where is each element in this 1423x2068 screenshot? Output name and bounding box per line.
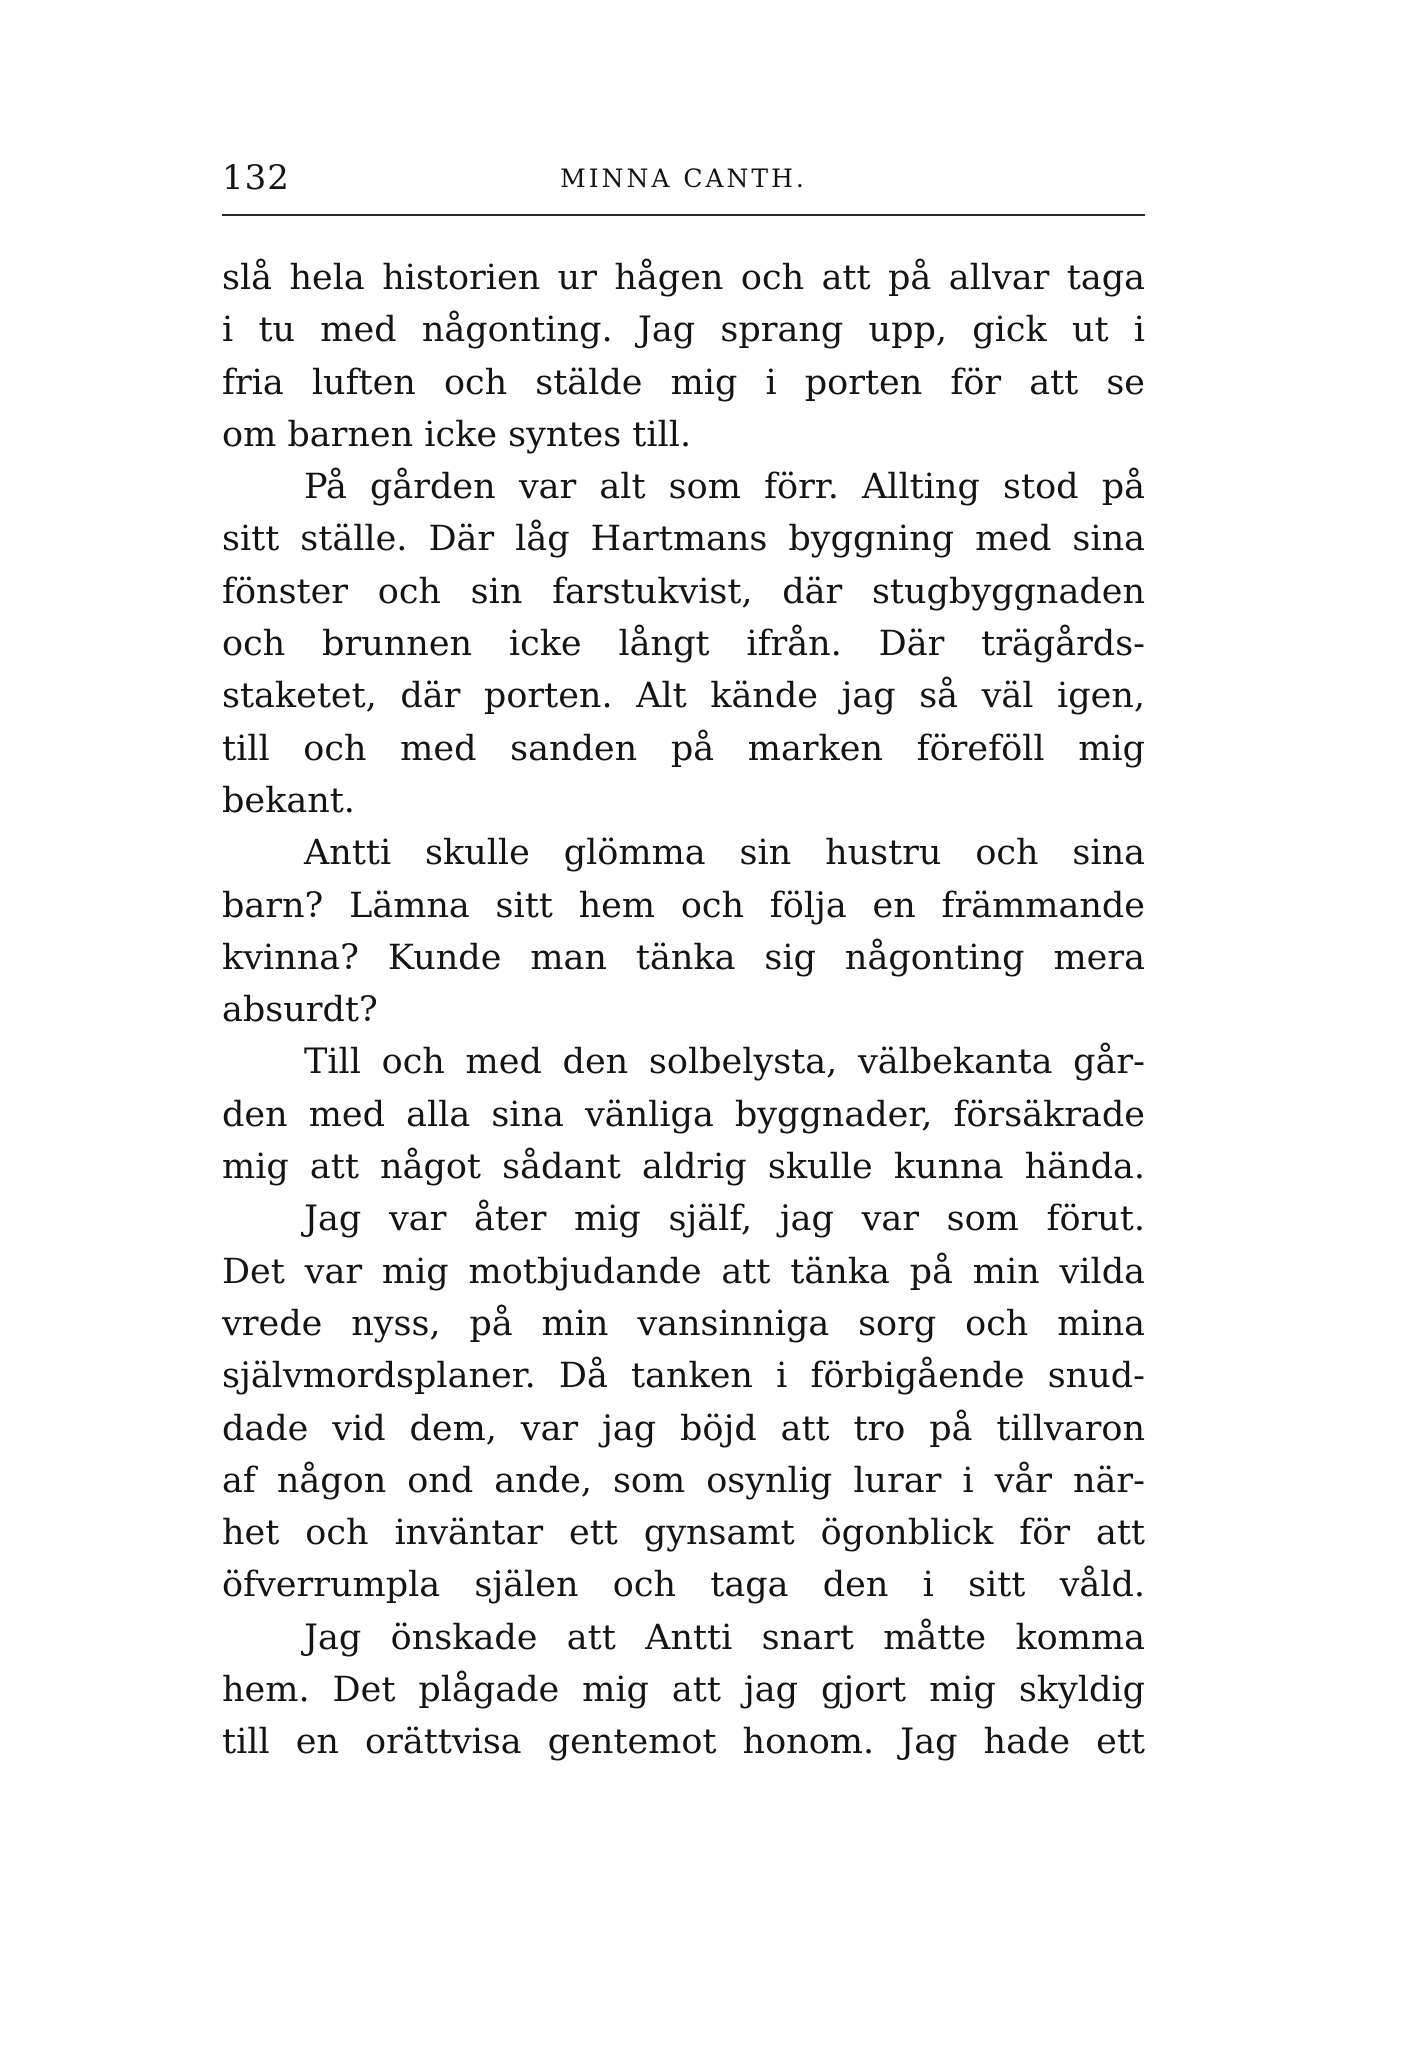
text-line: staketet, där porten. Alt kände jag så väl igen, (222, 676, 1145, 717)
paragraph (222, 1612, 1145, 1769)
text-line: och brunnen icke långt ifrån. Där trägårds- (222, 624, 1145, 665)
paragraph (222, 1036, 1145, 1193)
text-line: af någon ond ande, som osynlig lurar i vår när- (222, 1460, 1145, 1501)
text-line: Antti skulle glömma sin hustru och sina (304, 833, 1145, 874)
text-line: till och med sanden på marken föreföll mig (222, 728, 1145, 769)
text-line: dade vid dem, var jag böjd att tro på tillvaron (222, 1408, 1145, 1449)
text-line: fönster och sin farstukvist, där stugbyggnaden (222, 571, 1145, 612)
page-number: 132 (222, 158, 290, 198)
text-line: Jag var åter mig själf, jag var som förut. (304, 1199, 1145, 1240)
paragraph (222, 1193, 1145, 1611)
text-line: hem. Det plågade mig att jag gjort mig skyldig (222, 1670, 1145, 1711)
text-line: absurdt? (222, 990, 378, 1031)
text-line: den med alla sina vänliga byggnader, försäkrade (222, 1094, 1145, 1135)
paragraph (222, 827, 1145, 1036)
header-rule (222, 214, 1145, 216)
text-line: öfverrumpla själen och taga den i sitt våld. (222, 1565, 1145, 1606)
text-line: kvinna? Kunde man tänka sig någonting mera (222, 937, 1145, 978)
running-title: MINNA CANTH. (560, 164, 807, 193)
text-line: Det var mig motbjudande att tänka på min vilda (222, 1251, 1145, 1292)
text-line: Jag önskade att Antti snart måtte komma (304, 1617, 1145, 1658)
text-line: sitt ställe. Där låg Hartmans byggning med sina (222, 519, 1145, 560)
text-line: het och inväntar ett gynsamt ögonblick för att (222, 1513, 1145, 1554)
text-line: barn? Lämna sitt hem och följa en främmande (222, 885, 1145, 926)
body-text (222, 252, 1145, 1769)
text-line: till en orättvisa gentemot honom. Jag hade ett (222, 1722, 1145, 1763)
text-line: i tu med någonting. Jag sprang upp, gick ut i (222, 310, 1145, 351)
text-line: vrede nyss, på min vansinniga sorg och mina (222, 1303, 1145, 1344)
running-header (222, 150, 1145, 210)
text-line: självmordsplaner. Då tanken i förbigående snud- (222, 1356, 1145, 1397)
text-line: fria luften och stälde mig i porten för att se (222, 362, 1145, 403)
paragraph (222, 461, 1145, 827)
paragraph (222, 252, 1145, 461)
text-line: om barnen icke syntes till. (222, 414, 692, 455)
text-line: slå hela historien ur hågen och att på allvar taga (222, 258, 1145, 298)
text-line: bekant. (222, 780, 355, 821)
text-line: Till och med den solbelysta, välbekanta går- (304, 1042, 1145, 1083)
text-line: På gården var alt som förr. Allting stod på (304, 467, 1145, 508)
text-line: mig att något sådant aldrig skulle kunna hända. (222, 1147, 1145, 1188)
